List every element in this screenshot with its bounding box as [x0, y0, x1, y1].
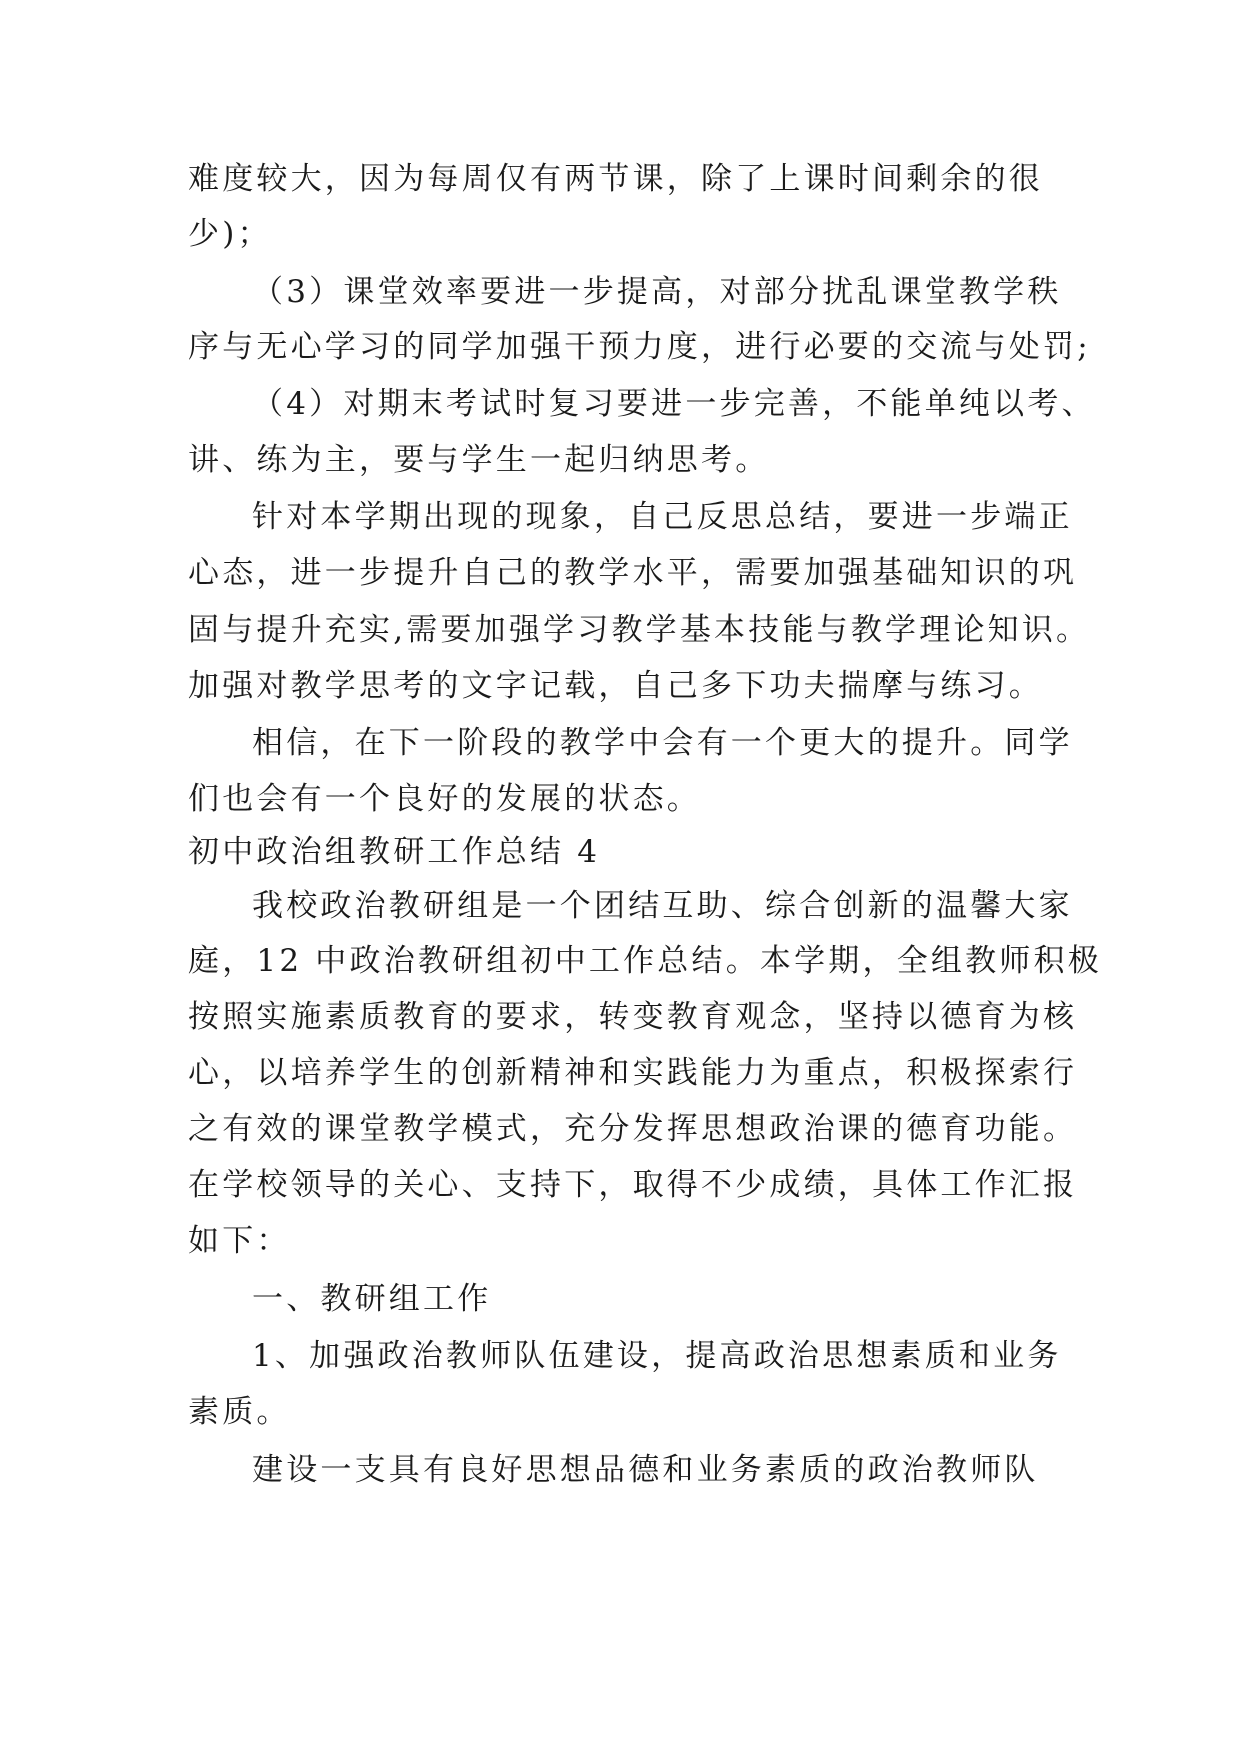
text-line: 在学校领导的关心、支持下，取得不少成绩，具体工作汇报: [188, 1167, 1078, 1203]
text-line: 之有效的课堂教学模式，充分发挥思想政治课的德育功能。: [188, 1111, 1078, 1147]
subheading: 一、教研组工作: [252, 1281, 492, 1317]
text-line: 庭，12 中政治教研组初中工作总结。本学期，全组教师积极: [188, 943, 1102, 979]
text-line: 讲、练为主，要与学生一起归纳思考。: [188, 442, 770, 478]
text-line: 针对本学期出现的现象，自己反思总结，要进一步端正: [252, 499, 1073, 535]
text-line: 1、加强政治教师队伍建设，提高政治思想素质和业务: [252, 1338, 1062, 1374]
text-line: 素质。: [188, 1394, 291, 1430]
text-line: 心，以培养学生的创新精神和实践能力为重点，积极探索行: [188, 1055, 1078, 1091]
section-heading: 初中政治组教研工作总结 4: [188, 834, 601, 870]
text-line: 如下：: [188, 1223, 291, 1259]
text-line: （3）课堂效率要进一步提高，对部分扰乱课堂教学秩: [252, 274, 1062, 310]
text-line: 按照实施素质教育的要求，转变教育观念，坚持以德育为核: [188, 999, 1078, 1035]
text-line: 建设一支具有良好思想品德和业务素质的政治教师队: [252, 1452, 1039, 1488]
text-line: 序与无心学习的同学加强干预力度，进行必要的交流与处罚;: [188, 329, 1091, 365]
text-line: 加强对教学思考的文字记载，自己多下功夫揣摩与练习。: [188, 668, 1043, 704]
text-line: 们也会有一个良好的发展的状态。: [188, 781, 701, 817]
text-line: 固与提升充实,需要加强学习教学基本技能与教学理论知识。: [188, 612, 1091, 648]
text-line: 相信，在下一阶段的教学中会有一个更大的提升。同学: [252, 725, 1073, 761]
text-line: 难度较大，因为每周仅有两节课，除了上课时间剩余的很: [188, 161, 1043, 197]
text-line: 心态，进一步提升自己的教学水平，需要加强基础知识的巩: [188, 555, 1078, 591]
text-line: 我校政治教研组是一个团结互助、综合创新的温馨大家: [252, 888, 1073, 924]
text-line: （4）对期末考试时复习要进一步完善，不能单纯以考、: [252, 386, 1096, 422]
text-line: 少)；: [188, 216, 272, 252]
